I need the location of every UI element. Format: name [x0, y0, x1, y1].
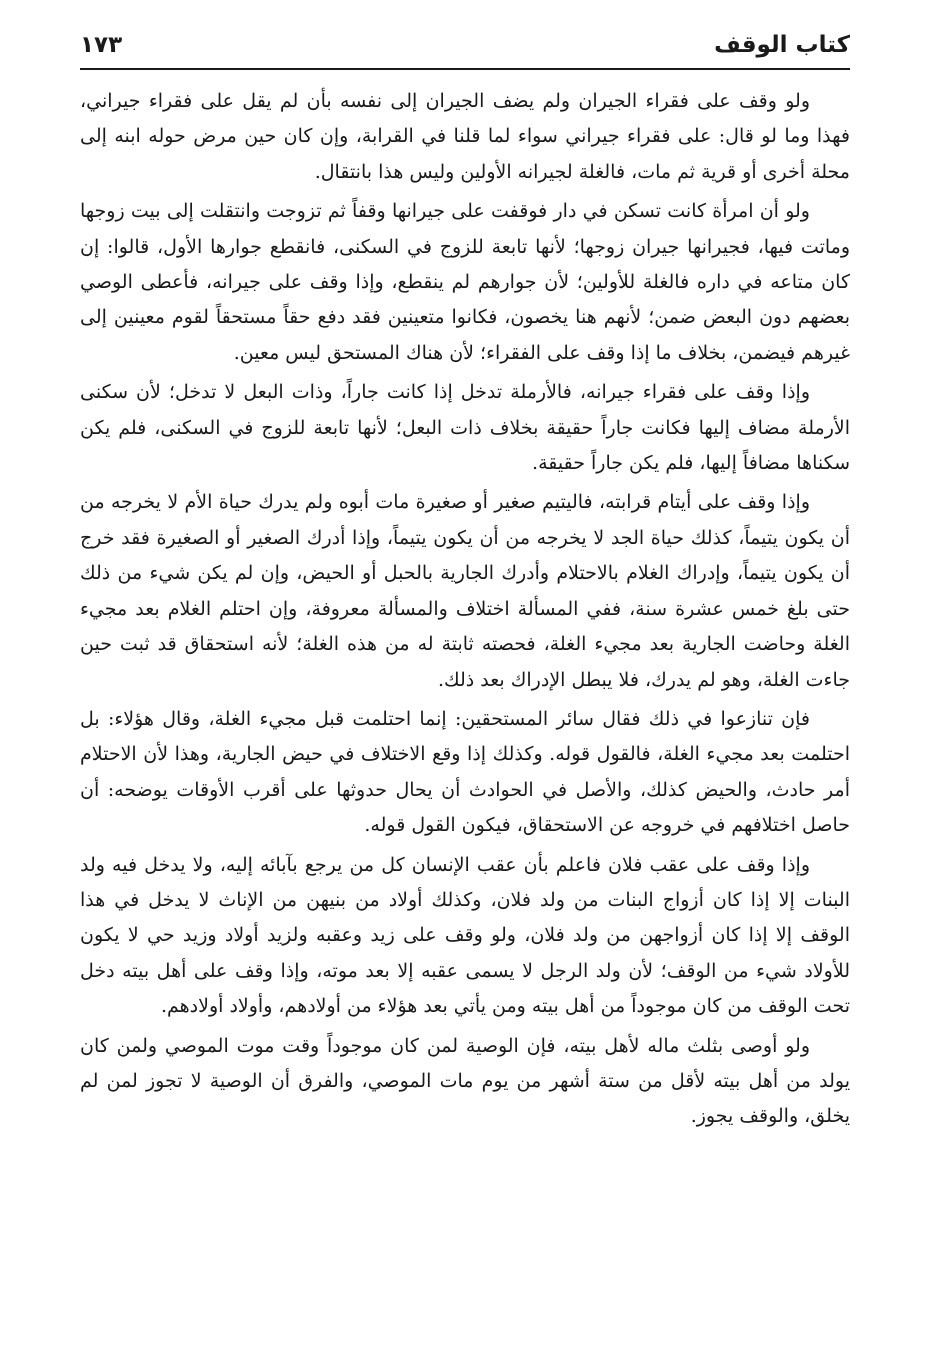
paragraph-5: فإن تنازعوا في ذلك فقال سائر المستحقين: إنما احتلمت قبل مجيء الغلة، وقال هؤلاء: بل احتلمت بعد مجيء الغلة، فالقول قوله. وكذلك إذا وقع الاختلاف في حيض الجارية، وهذا لأن الاحتلام أمر حادث، والحيض كذلك، والأصل في الحوادث أن يحال حدوثها على أقرب الأوقات يوضحه: أن حاصل اختلافهم في خروجه عن الاستحقاق، فيكون القول قوله.	[80, 707, 850, 837]
header-divider	[80, 68, 850, 70]
paragraph-6: وإذا وقف على عقب فلان فاعلم بأن عقب الإنسان كل من يرجع بآبائه إليه، ولا يدخل فيه ولد البنات إلا إذا كان أزواج البنات من ولد فلان، وكذلك أولاد من بنيهن من الإناث لا يدخل في هذا الوقف إلا إذا كان أزواجهن من ولد فلان، ولو وقف على زيد وعقبه ولزيد أولاد وزيد حي لا يكون للأولاد شيء من الوقف؛ لأن ولد الرجل لا يسمى عقبه إلا بعد موته، وإذا وقف على أهل بيته دخل تحت الوقف من كان موجوداً من أهل بيته ومن يأتي بعد هؤلاء من أولادهم، وأولاد أولادهم.	[80, 853, 850, 1018]
chapter-title: كتاب الوقف	[714, 32, 850, 58]
paragraph-1: ولو وقف على فقراء الجيران ولم يضف الجيران إلى نفسه بأن لم يقل على فقراء جيراني، فهذا وما لو قال: على فقراء جيراني سواء لما قلنا في القرابة، وإن كان حين مرض حوله ابنه إلى محلة أخرى أو قرية ثم مات، فالغلة لجيرانه الأولين وليس هذا بانتقال.	[80, 90, 850, 183]
paragraph-3: وإذا وقف على فقراء جيرانه، فالأرملة تدخل إذا كانت جاراً، وذات البعل لا تدخل؛ لأن سكنى الأرملة مضاف إليها فكانت جاراً حقيقة بخلاف ذات البعل؛ لأنها تابعة للزوج في السكنى، فلم يكن سكناها مضافاً إليها، فلم يكن جاراً حقيقة.	[80, 381, 850, 475]
page-body	[80, 84, 850, 1139]
page-header	[80, 26, 850, 68]
paragraph-2: ولو أن امرأة كانت تسكن في دار فوقفت على جيرانها وقفاً ثم تزوجت وانتقلت إلى بيت زوجها وماتت فيها، فجيرانها جيران زوجها؛ لأنها تابعة للزوج في السكنى، فانقطع جوارها الأول، قالوا: إن كان متاعه في داره فالغلة للأولين؛ لأن جوارهم لم ينقطع، وإذا وقف على جيرانه، فأعطى الوصي بعضهم دون البعض ضمن؛ لأنهم هنا يخصون، فكانوا متعينين فقد دفع حقاً مستحقاً لقوم معينين إلى غيرهم فيضمن، بخلاف ما إذا وقف على الفقراء؛ لأن هناك المستحق ليس معين.	[80, 200, 850, 364]
paragraph-4: وإذا وقف على أيتام قرابته، فاليتيم صغير أو صغيرة مات أبوه ولم يدرك حياة الأم لا يخرجه من أن يكون يتيماً، كذلك حياة الجد لا يخرجه من أن يكون يتيماً، وإذا أدرك الصغير أو الصغيرة فقد خرج أن يكون يتيماً، وإدراك الغلام بالاحتلام وأدرك الجارية بالحبل أو الحيض، وإن لم يكن شيء من ذلك حتى بلغ خمس عشرة سنة، ففي المسألة اختلاف والمسألة معروفة، وإن احتلم الغلام بعد مجيء الغلة وحاضت الجارية بعد مجيء الغلة، فحصته ثابتة له من هذه الغلة؛ لأنه استحقاق قد ثبت حين جاءت الغلة، وهو لم يدرك، فلا يبطل الإدراك بعد ذلك.	[80, 491, 850, 691]
page-number: ١٧٣	[80, 32, 123, 58]
paragraph-7: ولو أوصى بثلث ماله لأهل بيته، فإن الوصية لمن كان موجوداً وقت موت الموصي ولمن كان يولد من أهل بيته لأقل من ستة أشهر من يوم مات الموصي، والفرق أن الوصية لا تجوز لمن لم يخلق، والوقف يجوز.	[80, 1034, 850, 1128]
